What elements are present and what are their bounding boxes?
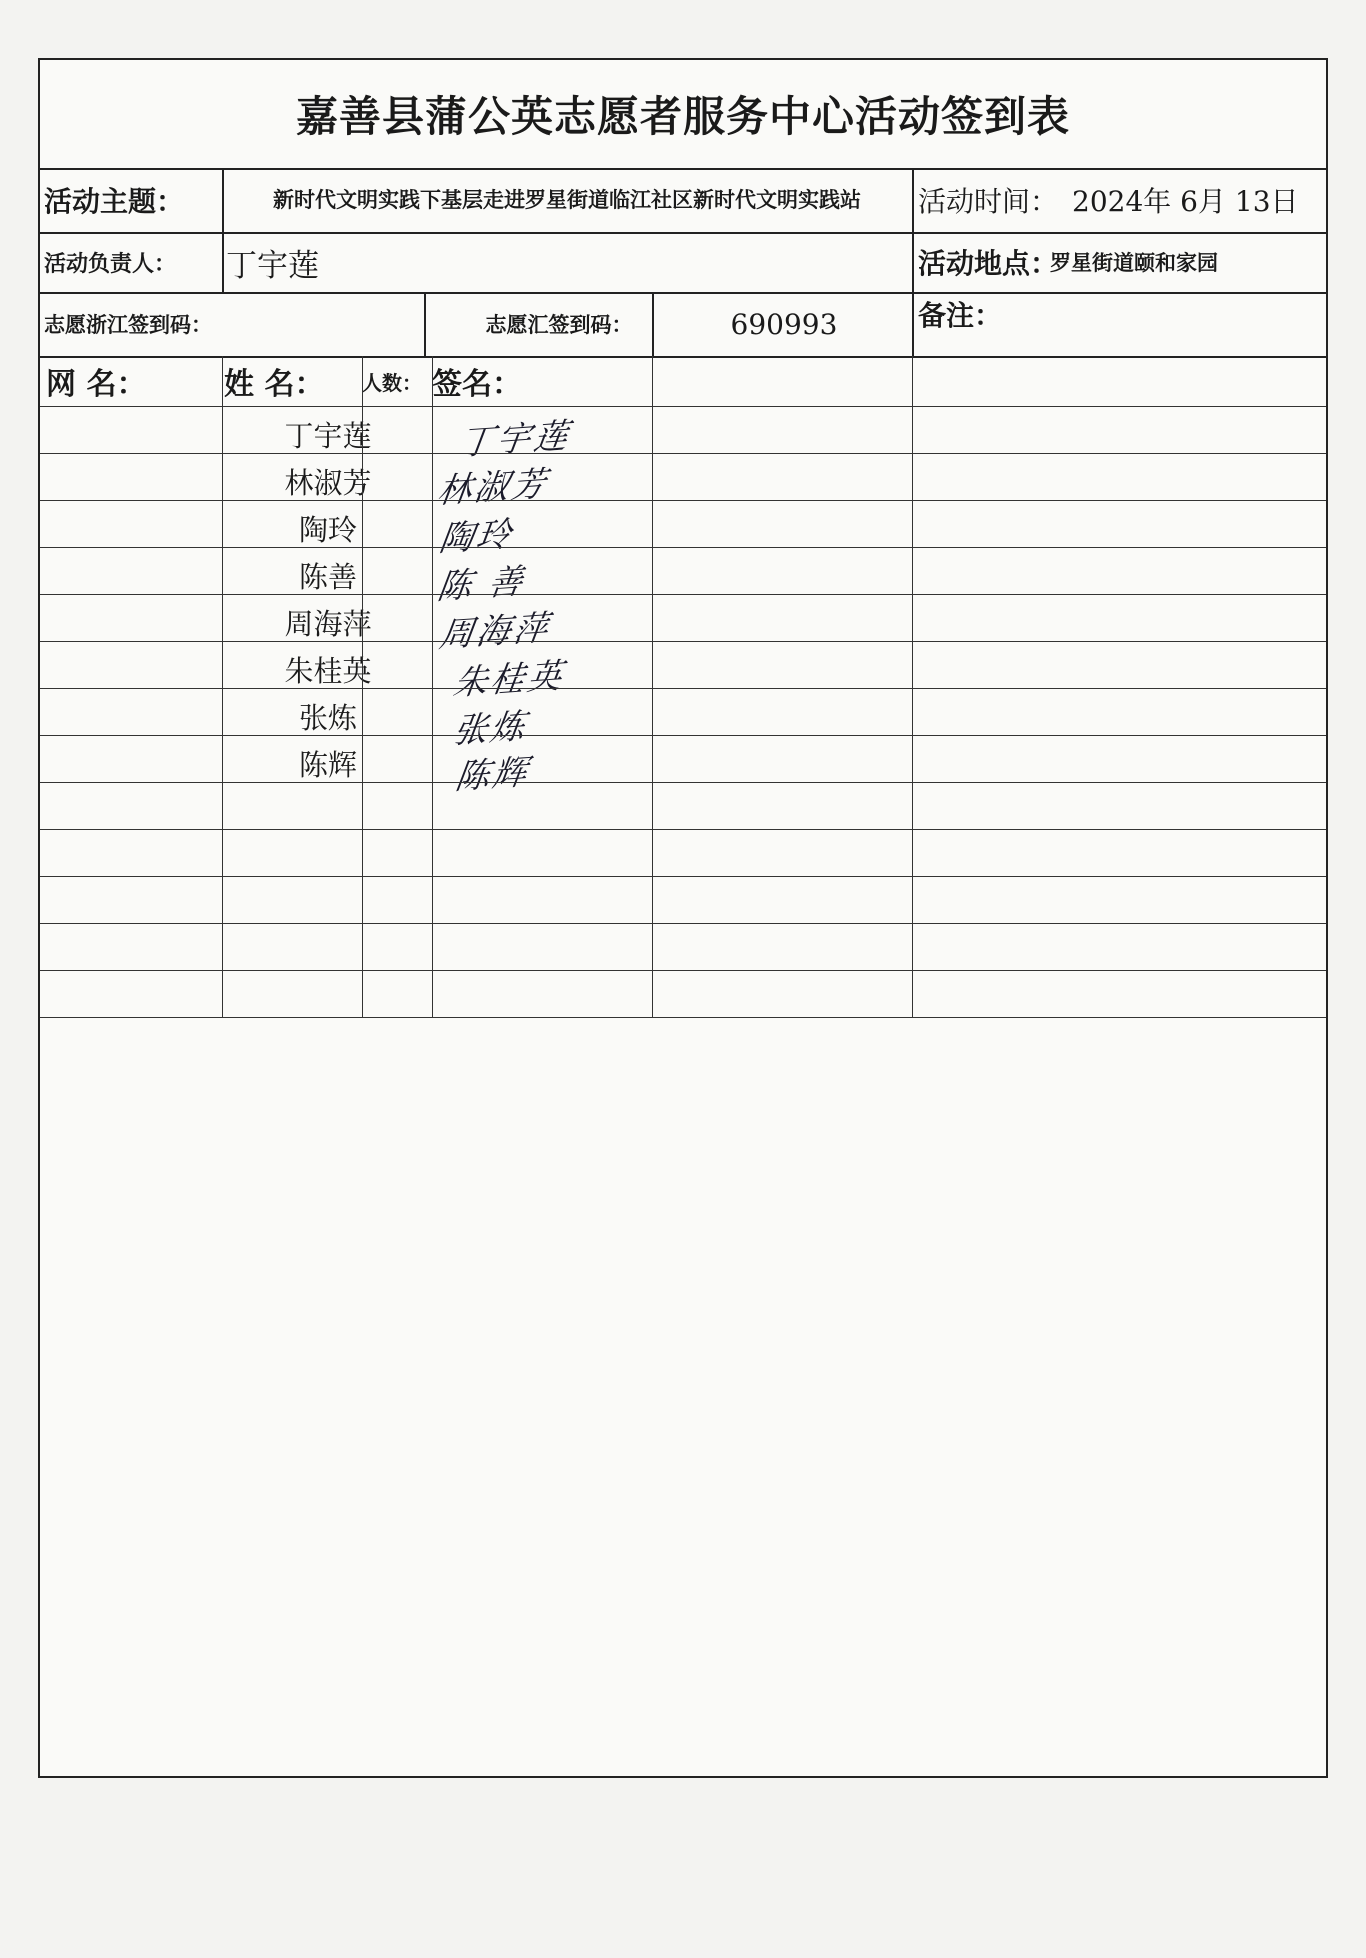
name-row-4: 陈善 xyxy=(298,560,357,594)
grid-line xyxy=(40,453,1326,454)
theme-label: 活动主题： xyxy=(44,185,185,218)
grid-line xyxy=(222,168,224,292)
name-row-6: 朱桂英 xyxy=(284,654,372,688)
signature-row-4: 陈 善 xyxy=(434,561,529,608)
grid-line xyxy=(40,735,1326,736)
leader-label: 活动负责人： xyxy=(44,251,177,277)
signature-header: 签名： xyxy=(432,367,522,402)
grid-line xyxy=(40,356,1326,358)
name-row-2: 林淑芳 xyxy=(284,466,372,500)
name-row-7: 张炼 xyxy=(298,701,357,735)
remarks-label: 备注： xyxy=(918,299,1003,332)
net-name-header: 网 名： xyxy=(46,367,147,402)
grid-line xyxy=(40,876,1326,877)
signature-row-1: 丁宇莲 xyxy=(456,415,574,464)
grid-line xyxy=(652,356,653,1017)
zhejiang-code-label: 志愿浙江签到码： xyxy=(44,313,212,337)
volunteer-code-label: 志愿汇签到码： xyxy=(485,313,633,337)
name-row-1: 丁宇莲 xyxy=(284,419,372,453)
grid-line xyxy=(222,356,223,1017)
grid-line xyxy=(40,594,1326,595)
time-value: 2024年 6月 13日 xyxy=(1072,185,1299,218)
grid-line xyxy=(40,641,1326,642)
signature-row-7: 张炼 xyxy=(450,706,531,752)
grid-line xyxy=(40,688,1326,689)
name-header: 姓 名： xyxy=(224,367,325,402)
grid-line xyxy=(40,829,1326,830)
grid-line xyxy=(40,406,1326,407)
name-row-5: 周海萍 xyxy=(284,607,372,641)
grid-line xyxy=(40,1017,1326,1018)
theme-value: 新时代文明实践下基层走进罗星街道临江社区新时代文明实践站 xyxy=(273,188,861,212)
signature-row-5: 周海萍 xyxy=(436,607,554,656)
grid-line xyxy=(362,356,363,1017)
grid-line xyxy=(40,292,1326,294)
signature-row-6: 朱桂英 xyxy=(450,655,568,704)
grid-line xyxy=(40,970,1326,971)
location-value: 罗星街道颐和家园 xyxy=(1050,251,1218,275)
location-label: 活动地点： xyxy=(918,247,1059,280)
count-header: 人数： xyxy=(362,370,422,395)
grid-line xyxy=(40,923,1326,924)
grid-line xyxy=(40,500,1326,501)
signature-row-8: 陈辉 xyxy=(452,752,533,798)
sign-in-sheet xyxy=(38,58,1328,1778)
grid-line xyxy=(652,292,654,356)
grid-line xyxy=(912,356,913,1017)
sheet-title: 嘉善县蒲公英志愿者服务中心活动签到表 xyxy=(40,60,1326,170)
theme-value-cell xyxy=(222,168,912,232)
name-row-3: 陶玲 xyxy=(298,513,357,547)
grid-line xyxy=(40,547,1326,548)
grid-line xyxy=(912,168,914,356)
signature-row-3: 陶玲 xyxy=(436,514,517,560)
signature-row-2: 林淑芳 xyxy=(434,463,552,512)
grid-line xyxy=(432,356,433,1017)
grid-line xyxy=(40,782,1326,783)
time-label: 活动时间： xyxy=(918,185,1059,218)
name-row-8: 陈辉 xyxy=(298,748,357,782)
leader-value: 丁宇莲 xyxy=(226,247,319,284)
volunteer-code-value: 690993 xyxy=(730,307,838,341)
grid-line xyxy=(40,232,1326,234)
grid-line xyxy=(424,292,426,356)
